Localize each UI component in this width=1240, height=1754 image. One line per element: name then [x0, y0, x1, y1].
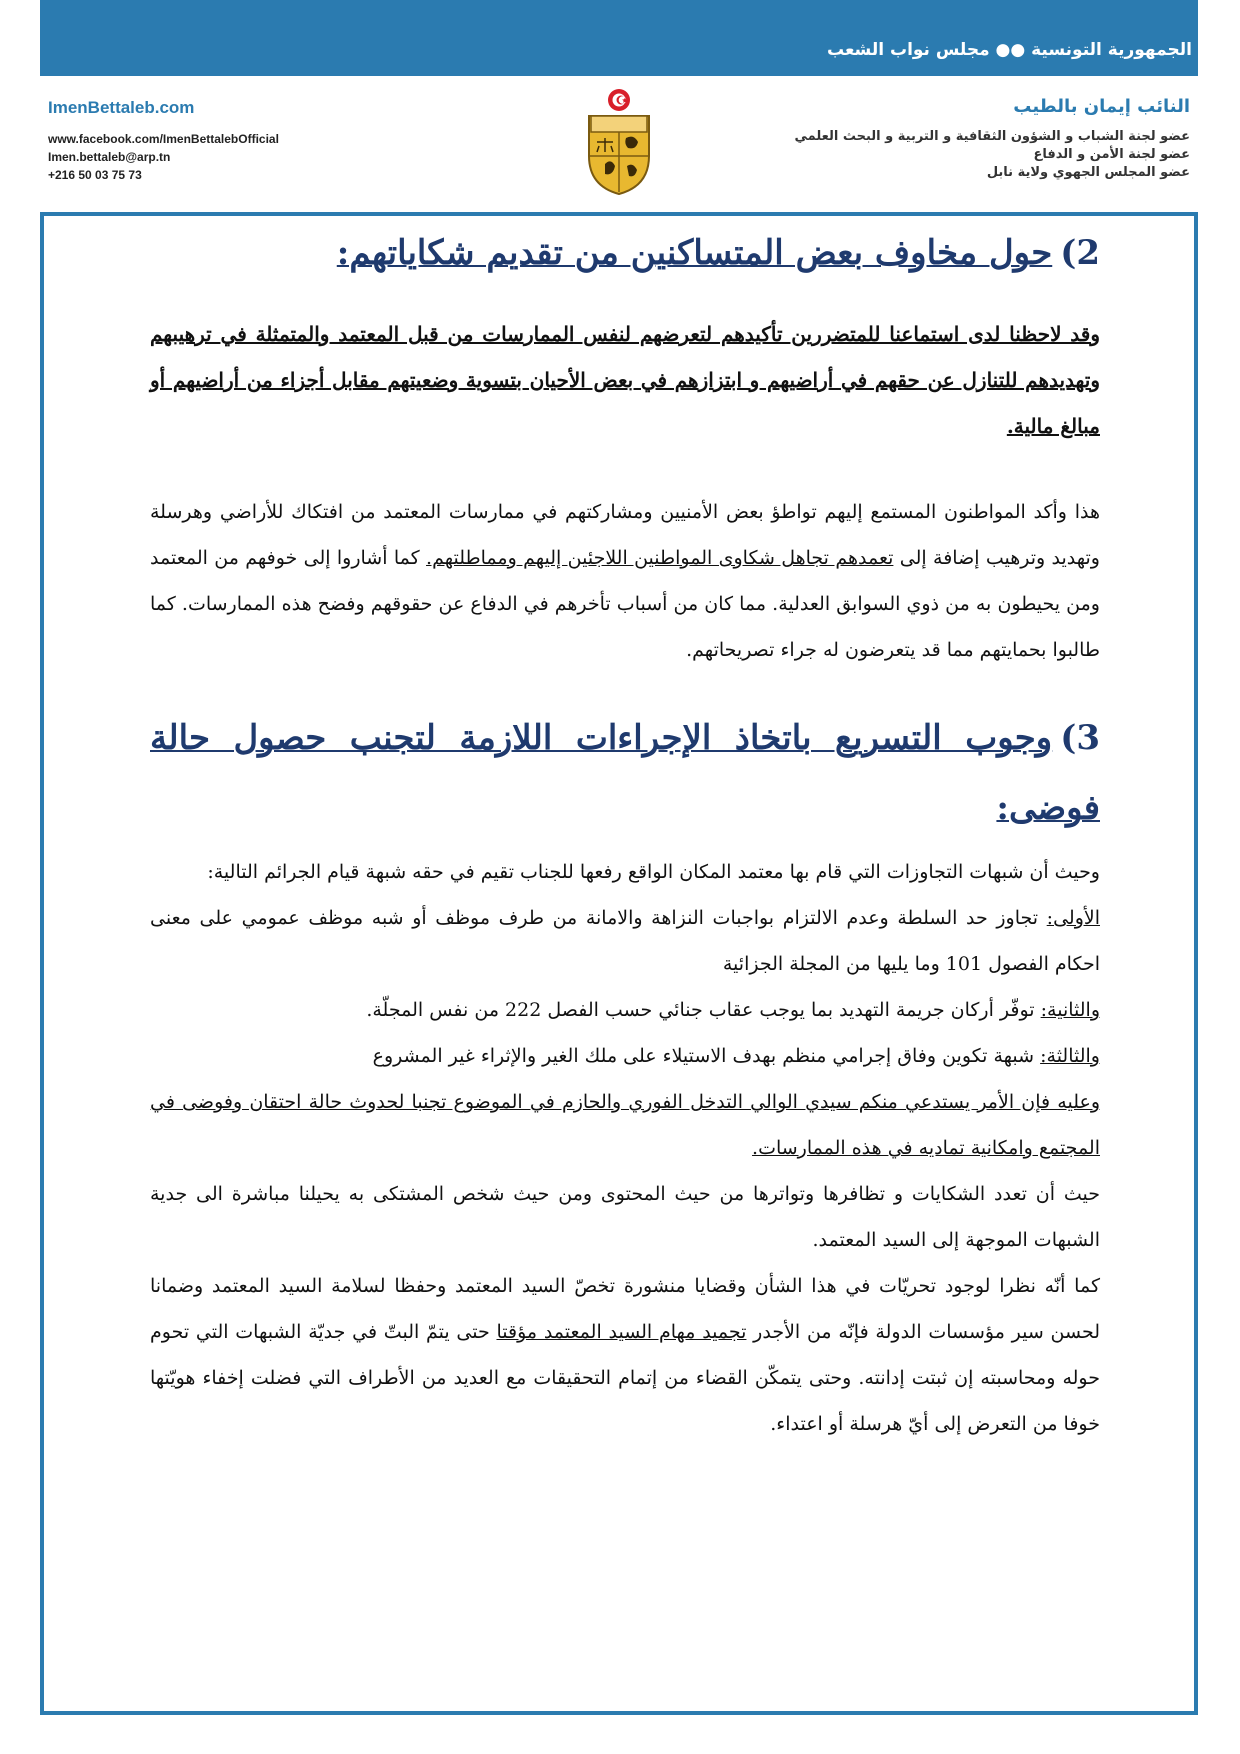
paragraph-bold: وقد لاحظنا لدى استماعنا للمتضررين تأكيدهم لتعرضهم لنفس الممارسات من قبل المعتمد والمتمثلة في ترهيبهم وتهديدهم للتنازل عن حقهم في أراضيهم و ابتزازهم في بعض الأحيان بتسوية وضعيتهم مقابل أجزاء من أراضيهم أو مبالغ مالية. — [150, 322, 1100, 438]
contact-block — [48, 98, 279, 182]
item-label: والثالثة: — [1040, 1045, 1100, 1067]
role-line: عضو لجنة الأمن و الدفاع — [1033, 147, 1190, 162]
paragraph: حيث أن تعدد الشكايات و تظافرها وتواترها من حيث المحتوى ومن حيث شخص المشتكى به يحيلنا مباشرة الى جدية الشبهات الموجهة إلى السيد المعتمد. — [150, 1183, 1100, 1251]
item-text: توفّر أركان جريمة التهديد بما يوجب عقاب جنائي حسب الفصل 222 من نفس المجلّة. — [366, 999, 1041, 1021]
paragraph — [150, 1263, 1100, 1447]
banner-title: الجمهورية التونسية ●● مجلس نواب الشعب — [826, 40, 1192, 60]
item-label: الأولى: — [1046, 907, 1100, 929]
list-item — [150, 895, 1100, 987]
paragraph — [150, 489, 1100, 673]
underlined-text: تعمدهم تجاهل شكاوى المواطنين اللاجئين إليهم ومماطلتهم. — [426, 547, 894, 569]
paragraph: وحيث أن شبهات التجاوزات التي قام بها معتمد المكان الواقع رفعها للجناب تقيم في حقه شبهة قيام الجرائم التالية: — [207, 861, 1100, 883]
email-link[interactable]: Imen.bettaleb@arp.tn — [48, 150, 171, 164]
document-body — [150, 225, 1100, 1447]
item-text: شبهة تكوين وفاق إجرامي منظم بهدف الاستيلاء على ملك الغير والإثراء غير المشروع — [372, 1045, 1041, 1067]
website-link[interactable]: ImenBettaleb.com — [48, 98, 195, 117]
heading-text: حول مخاوف بعض المتساكنين من تقديم شكاياتهم: — [336, 233, 1053, 273]
section-2-heading — [150, 225, 1100, 281]
role-line: عضو المجلس الجهوي ولاية نابل — [986, 165, 1190, 180]
item-label: والثانية: — [1040, 999, 1100, 1021]
top-banner — [40, 0, 1198, 76]
section-number: 3) — [1060, 718, 1100, 758]
text-run: هذا وأكد المواطنون المستمع إليهم تواطؤ بعض الأمنيين ومشاركتهم في ممارسات المعتمد من افتكاك للأراضي وهرسلة وتهديد وترهيب إضافة إلى — [150, 501, 1100, 569]
list-item — [150, 987, 1100, 1033]
list-item — [150, 1033, 1100, 1079]
letterhead — [40, 76, 1198, 206]
deputy-name: النائب إيمان بالطيب — [1013, 96, 1190, 117]
deputy-block — [794, 96, 1190, 180]
facebook-link[interactable]: www.facebook.com/ImenBettalebOfficial — [48, 132, 279, 146]
section-3-heading — [150, 703, 1100, 843]
phone-number: +216 50 03 75 73 — [48, 168, 142, 182]
underlined-text: تجميد مهام السيد المعتمد مؤقتا — [496, 1321, 747, 1343]
role-line: عضو لجنة الشباب و الشؤون الثقافية و التربية و البحث العلمي — [794, 129, 1190, 144]
item-text: تجاوز حد السلطة وعدم الالتزام بواجبات النزاهة والامانة من طرف موظف أو شبه موظف عمومي على معنى احكام الفصول 101 وما يليها من المجلة الجزائية — [150, 907, 1100, 975]
text-run: حتى يتمّ البتّ في جديّة الشبهات التي تحوم حوله ومحاسبته إن ثبتت إدانته. وحتى يتمكّن القضاء من إتمام التحقيقات مع العديد من الأطراف التي فضلت إخفاء هويّتها خوفا من التعرض إلى أيّ هرسلة أو اعتداء. — [150, 1321, 1100, 1435]
heading-text: وجوب التسريع باتخاذ الإجراءات اللازمة لتجنب حصول حالة فوضى: — [150, 718, 1100, 828]
text-run: كما أنّه نظرا لوجود تحريّات في هذا الشأن وقضايا منشورة تخصّ السيد المعتمد وحفظا لسلامة السيد المعتمد وضمانا لحسن سير مؤسسات الدولة فإنّه من الأجدر — [150, 1275, 1100, 1343]
section-number: 2) — [1060, 233, 1100, 273]
request-paragraph: وعليه فإن الأمر يستدعي منكم سيدي الوالي التدخل الفوري والحازم في الموضوع تجنبا لحدوث حالة احتقان وفوضى في المجتمع وامكانية تماديه في هذه الممارسات. — [150, 1091, 1100, 1159]
text-run: كما أشاروا إلى خوفهم من المعتمد ومن يحيطون به من ذوي السوابق العدلية. مما كان من أسباب تأخرهم في الدفاع عن حقوقهم وفضح هذه الممارسات. كما طالبوا بحمايتهم مما قد يتعرضون له جراء تصريحاتهم. — [150, 547, 1100, 661]
tunisia-coat-of-arms-icon — [581, 86, 657, 198]
